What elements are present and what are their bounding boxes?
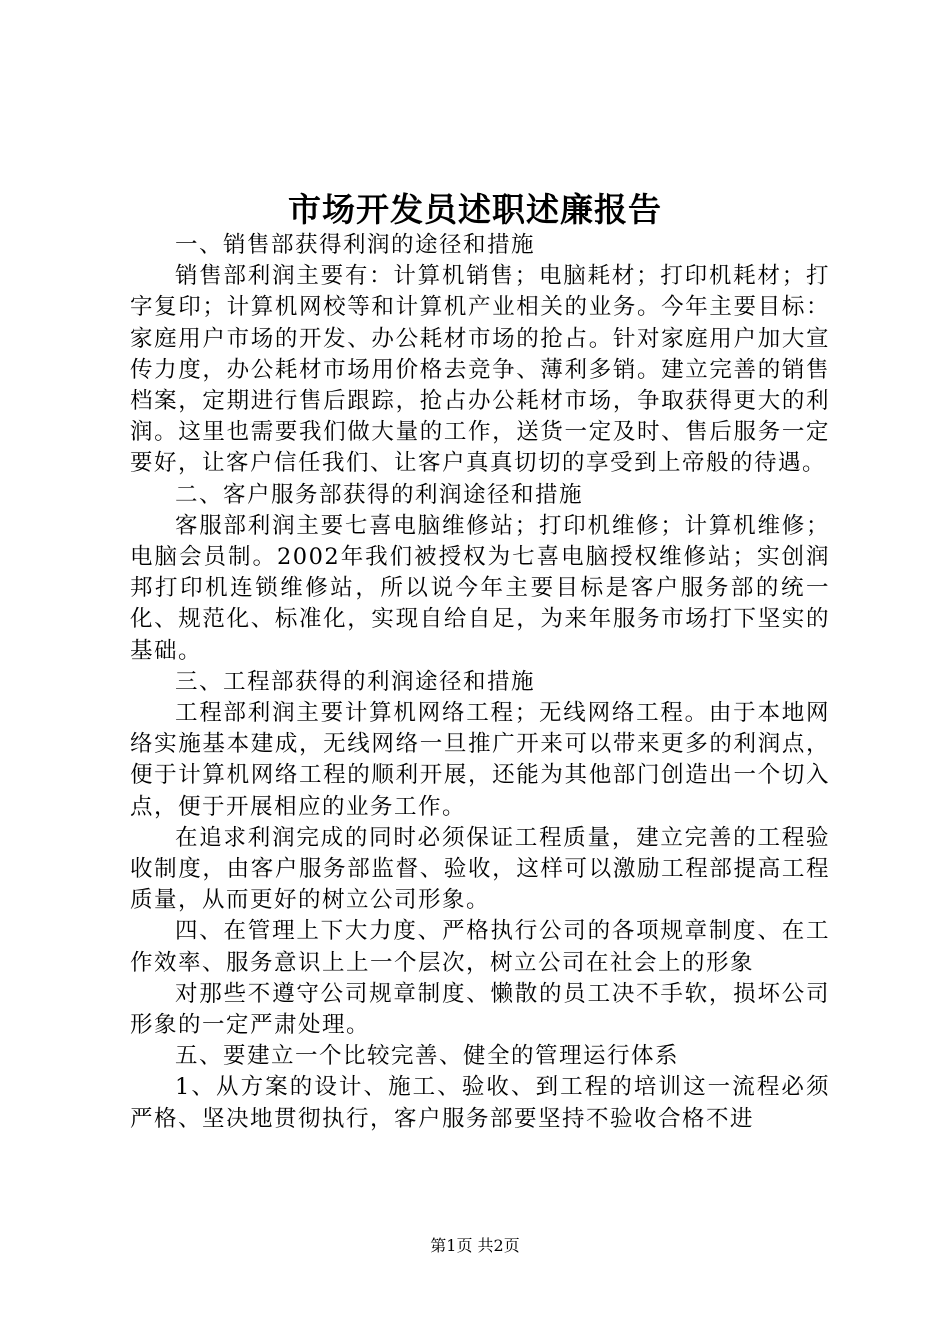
- paragraph-management-discipline: 对那些不遵守公司规章制度、懒散的员工决不手软，损坏公司形象的一定严肃处理。: [130, 980, 830, 1039]
- section-heading-customer-service: 二、客户服务部获得的利润途径和措施: [175, 481, 584, 508]
- paragraph-sales-profit: 销售部利润主要有：计算机销售；电脑耗材；打印机耗材；打字复印；计算机网校等和计算机产业相关的业务。今年主要目标：家庭用户市场的开发、办公耗材市场的抢占。针对家庭用户加大宣传力度，办公耗材市场用价格去竞争、薄利多销。建立完善的销售档案，定期进行售后跟踪，抢占办公耗材市场，争取获得更大的利润。这里也需要我们做大量的工作，送货一定及时、售后服务一定要好，让客户信任我们、让客户真真切切的享受到上帝般的待遇。: [130, 263, 830, 477]
- document-body: [130, 230, 830, 1135]
- paragraph-system-item-1: 1、从方案的设计、施工、验收、到工程的培训这一流程必须严格、坚决地贯彻执行，客户服务部要坚持不验收合格不进: [130, 1074, 830, 1132]
- paragraph-engineering-quality: 在追求利润完成的同时必须保证工程质量，建立完善的工程验收制度，由客户服务部监督、验收，这样可以激励工程部提高工程质量，从而更好的树立公司形象。: [130, 824, 830, 914]
- section-heading-management: 四、在管理上下大力度、严格执行公司的各项规章制度、在工作效率、服务意识上上一个层次，树立公司在社会上的形象: [130, 918, 830, 976]
- section-heading-system: 五、要建立一个比较完善、健全的管理运行体系: [175, 1043, 680, 1070]
- paragraph-engineering-profit: 工程部利润主要计算机网络工程；无线网络工程。由于本地网络实施基本建成，无线网络一旦推广开来可以带来更多的利润点，便于计算机网络工程的顺利开展，还能为其他部门创造出一个切入点，便于开展相应的业务工作。: [130, 700, 830, 820]
- section-heading-engineering: 三、工程部获得的利润途径和措施: [175, 668, 536, 695]
- document-title: 市场开发员述职述廉报告: [288, 190, 662, 229]
- paragraph-customer-service: 客服部利润主要七喜电脑维修站；打印机维修；计算机维修；电脑会员制。2002年我们被授权为七喜电脑授权维修站；实创润邦打印机连锁维修站，所以说今年主要目标是客户服务部的统一化、规范化、标准化，实现自给自足，为来年服务市场打下坚实的基础。: [130, 512, 830, 664]
- section-heading-sales: 一、销售部获得利润的途径和措施: [175, 232, 536, 258]
- page-footer: 第1页 共2页: [430, 1236, 520, 1255]
